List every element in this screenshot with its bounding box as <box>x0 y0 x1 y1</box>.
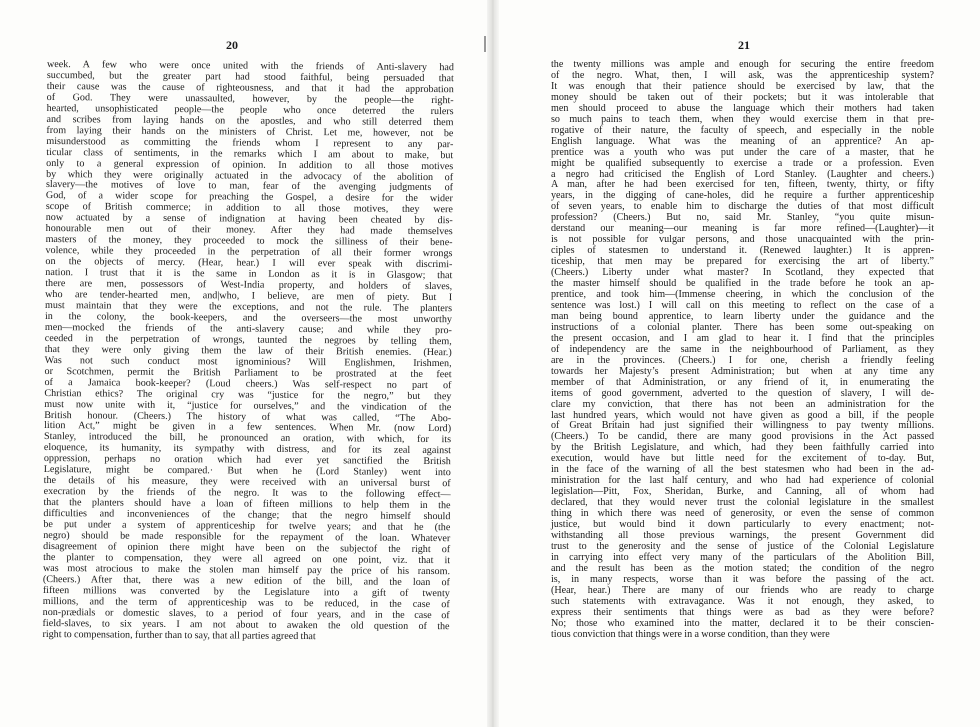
text-line: oppression, perhaps no oration which had ever yet sanctified the British <box>43 453 451 468</box>
text-line: on the objects of mercy. (Hear, hear.) I will ever speak with discrimi- <box>45 256 453 271</box>
text-line: prentice was a youth who was put under the care of a master, that he <box>551 146 934 158</box>
text-line: (Cheers.) To be candid, there are many good provisions in the Act passed <box>551 431 934 443</box>
text-line: or Scotchmen, permit the British Parliament to be prostrated at the feet <box>44 365 452 380</box>
text-line: of seven years, to enable him to discharge the duties of that most difficult <box>551 201 934 213</box>
text-line: such statements with extravagance. Was it not enough, they asked, to <box>551 595 934 607</box>
text-line: and scribes from laying hands on the apostles, and who still deterred them <box>46 113 454 128</box>
text-line: be put under a system of apprenticeship for twelve years; and that he (the <box>43 519 451 534</box>
text-line: legislation—Pitt, Fox, Sheridan, Burke, and Canning, all of whom had <box>551 486 934 498</box>
text-line: negro) should be made responsible for the repayment of the loan. Whatever <box>43 529 451 545</box>
text-line: field-slaves, to six years. I am not about to awaken the old question of the <box>42 617 450 632</box>
text-line: ticeship, that men may be prepared for exercising the art of liberty.” <box>551 256 934 268</box>
text-line: execration by the friends of the negro. It was to the following effect— <box>43 486 451 501</box>
text-line: week. A few who were once united with the friends of Anti-slavery had <box>46 59 454 74</box>
text-line: English language. What was the meaning of an apprentice? An ap- <box>551 135 934 147</box>
text-line: Stanley, introduced the bill, he pronounced an oration, with which, for its <box>43 431 452 446</box>
text-line: items of good government, adverted to the question of slavery, I will de- <box>551 387 934 399</box>
text-line: by the British Legislature, and which, had they been faithfully carried into <box>551 442 934 454</box>
text-line: non-prædials or domestic slaves, to a period of four years, and in the case of <box>42 606 450 621</box>
gutter-mark <box>484 36 486 52</box>
text-line: God, of a wider scope for preaching the Gospel, a desire for the wider <box>45 190 453 205</box>
text-line: honourable men out of their money. After they had made themselves <box>45 223 453 238</box>
left-page <box>0 0 487 727</box>
text-line: British honour. (Cheers.) The history of what was called, “The Abo- <box>44 409 452 424</box>
text-line: ciples of statesmen to understand it. (Renewed laughter.) It is appren- <box>551 245 934 257</box>
text-line: there are men, possessors of West-India property, and holders of slaves, <box>45 278 453 293</box>
text-line: rogative of their nature, the faculty of speech, and especially in the noble <box>551 124 934 136</box>
text-line: was most atrocious to make the stolen man himself pay the price of his ransom. <box>42 562 451 578</box>
right-page-number: 21 <box>738 38 750 52</box>
text-line: It was enough that their patience should be exercised by law, that the <box>551 80 934 92</box>
text-line: towards her Majesty’s present Administration; but when at any time any <box>551 365 934 377</box>
text-line: of God. They were unassaulted, however, by the people—the right- <box>46 91 454 107</box>
text-line: men—mocked the friends of the anti-slavery cause; and while they pro- <box>44 321 452 337</box>
text-line: (Cheers.) Liberty under what master? In Scotland, they expected that <box>551 267 934 279</box>
text-line: that they were only giving them the law of their British enemies. (Hear.) <box>44 343 452 358</box>
text-line: Was not such conduct most ignominious? Will Englishmen, Irishmen, <box>44 354 452 369</box>
right-page-body <box>551 60 934 641</box>
text-line: a negro had criticised the English of Lord Stanley. (Laughter and cheers.) <box>551 168 934 180</box>
text-line: their cause was the cause of righteousness, and that it had the approbation <box>46 80 454 96</box>
text-line: ceeded in the perpetration of wrongs, taunted the negroes by telling them, <box>44 332 452 348</box>
text-line: of the negro. What, then, I will ask, was the apprenticeship system? <box>551 69 934 81</box>
text-line: disagreement of opinion there might have been on the subjectof the right of <box>43 540 451 556</box>
text-line: the planter to compensation, they were all agreed on one point, viz. that it <box>43 551 451 567</box>
text-line: A man, after he had been exercised for ten, fifteen, twenty, thirty, or fifty <box>551 179 934 191</box>
text-line: fifteen millions was converted by the Legislature into a gift of twenty <box>42 584 450 599</box>
text-line: by which they were originally actuated in the advocacy of the abolition of <box>46 168 454 183</box>
text-line: trust to the generosity and the sense of justice of the Colonial Legislature <box>551 540 934 552</box>
text-line: eloquence, its humanity, its sympathy with distress, and for its zeal against <box>43 442 451 457</box>
text-line: (Hear, hear.) There are many of our friends who are ready to charge <box>551 584 934 596</box>
text-line: express their sentiments that things were as bad as they were before? <box>551 606 934 618</box>
right-page <box>499 0 980 727</box>
text-line: that the planters should have a loan of fifteen millions to help them in the <box>43 497 451 512</box>
text-line: might be qualified subsequently to exercise a trade or a profession. Even <box>551 157 934 169</box>
text-line: Christian ethics? The original cry was “justice for the negro,” but they <box>44 387 452 402</box>
text-line: ministration for the last half century, and who had had experience of colonial <box>551 475 934 487</box>
text-line: who are tender-hearted men, and|who, I believe, are men of piety. But I <box>45 289 453 304</box>
text-line: the master himself should be qualified in the trade before he took an ap- <box>551 278 934 290</box>
text-line: prentice, and took him—(Immense cheering, in which the conclusion of the <box>551 289 934 301</box>
text-line: clare my conviction, that there has not been an administration for the <box>551 398 934 410</box>
text-line: profession? (Cheers.) But no, said Mr. Stanley, “you quite misun- <box>551 212 934 224</box>
text-line: succumbed, but the greater part had stood faithful, being persuaded that <box>46 69 454 85</box>
text-line: derstand our meaning—our meaning is far more refined—(Laughter)—it <box>551 223 934 235</box>
text-line: declared, that they would never trust the colonial legislature in the smallest <box>551 497 934 509</box>
text-line: must now unite with it, “justice for ourselves,” and the vindication of the <box>44 398 452 413</box>
text-line: justice, but would bind it down particularly to every enactment; not- <box>551 519 934 531</box>
text-line: the twenty millions was ample and enough for securing the entire freedom <box>551 59 934 70</box>
book-gutter <box>487 0 499 727</box>
text-line: money should be taken out of their pockets; but it was intolerable that <box>551 91 934 103</box>
text-line: masters of the money, they proceeded to mock the silliness of their bene- <box>45 234 453 249</box>
text-line: years, in the digging of cane-holes, did he require a further apprenticeship <box>551 190 934 202</box>
text-line: slavery—the motives of love to man, fear of the avenging judgments of <box>45 179 454 194</box>
text-line: are in the provinces. (Cheers.) I for one, cherish a friendly feeling <box>551 354 934 366</box>
text-line: man being bound apprentice, to learn liberty under the guidance and the <box>551 310 934 322</box>
text-line: nation. I trust that it is the same in London as it is in Glasgow; that <box>45 267 453 282</box>
text-line: last hundred years, which would not have given as good a bill, if the people <box>551 409 934 421</box>
text-line: and the result has been as the motion stated; the condition of the negro <box>551 562 934 574</box>
text-line: scope of British commerce; in addition to all those motives, they were <box>45 201 453 216</box>
text-line: ticular class of sentiments, in the remarks which I am about to make, but <box>46 146 454 161</box>
text-line: men should proceed to abuse the language which their mothers had taken <box>551 102 934 114</box>
text-line: must maintain that they were the exceptions, and not the rule. The planters <box>45 299 453 315</box>
text-line: in the colony, the book-keepers, and the overseers—the most unworthy <box>44 310 453 326</box>
text-line: tious conviction that things were in a worse condition, than they were <box>551 628 830 640</box>
text-line: the details of his measure, they were received with an universal burst of <box>43 475 451 490</box>
text-line: in the face of the warning of all the best statesmen who had been in the ad- <box>551 464 934 476</box>
left-page-body <box>42 60 454 644</box>
left-page-number: 20 <box>226 38 238 52</box>
text-line: right to compensation, further than to say, that all parties agreed that <box>42 628 316 642</box>
text-line: the present occasion, and I am glad to hear it. I find that the principles <box>551 332 934 344</box>
text-line: of Great Britain had just signified their willingness to pay twenty millions. <box>551 420 934 432</box>
text-line: member of that Administration, or any friend of it, in enumerating the <box>551 376 934 388</box>
text-line: volence, while they proceeded in the perpetration of all their former wrongs <box>45 245 453 260</box>
text-line: withstanding all those previous warnings, the present Government did <box>551 529 934 541</box>
text-line: Legislature, might be compared.· But when he (Lord Stanley) went into <box>43 464 451 479</box>
text-line: now actuated by a sense of indignation at having been cheated by dis- <box>45 212 453 227</box>
text-line: misunderstood as committing the friends whom I represent to any par- <box>46 135 454 150</box>
text-line: hearted, unsophisticated people—the people who once deterred the rulers <box>46 102 454 118</box>
text-line: of a Jamaica book-keeper? (Loud cheers.) Was self-respect no part of <box>44 376 452 391</box>
text-line: is, in many respects, worse than it was before the passing of the act. <box>551 573 934 585</box>
text-line: in carrying into effect very many of the particulars of the Abolition Bill, <box>551 551 934 563</box>
text-line: lition Act,” might be given in a few sentences. When Mr. (now Lord) <box>44 420 452 435</box>
text-line: millions, and the term of apprenticeship was to be reduced, in the case of <box>42 595 450 610</box>
text-line: thing in which there was need of generosity, or even the sense of common <box>551 508 934 520</box>
text-line: sentence was lost.) I will call on this meeting to reflect on the case of a <box>551 299 934 311</box>
text-line: No; those who examined into the matter, declared it to be their conscien- <box>551 617 934 629</box>
text-line: only to a general expression of opinion. In addition to all those motives <box>46 157 454 172</box>
text-line: from laying their hands on the ministers of Christ. Let me, however, not be <box>46 124 454 139</box>
text-line: instructions of a colonial planter. There has been some out-speaking on <box>551 321 934 333</box>
text-line: of independency are the same in the neighbourhood of Parliament, as they <box>551 343 934 355</box>
text-line: so much pains to teach them, when they would exercise them in that pre- <box>551 113 934 125</box>
text-line: execution, would have but little need for the excitement of to-day. But, <box>551 453 934 465</box>
text-line: is not possible for vulgar persons, and those unacquainted with the prin- <box>551 234 934 246</box>
text-line: difficulties and inconveniences of the change; that the negro himself should <box>43 508 451 523</box>
text-line: (Cheers.) After that, there was a new edition of the bill, and the loan of <box>42 573 450 588</box>
